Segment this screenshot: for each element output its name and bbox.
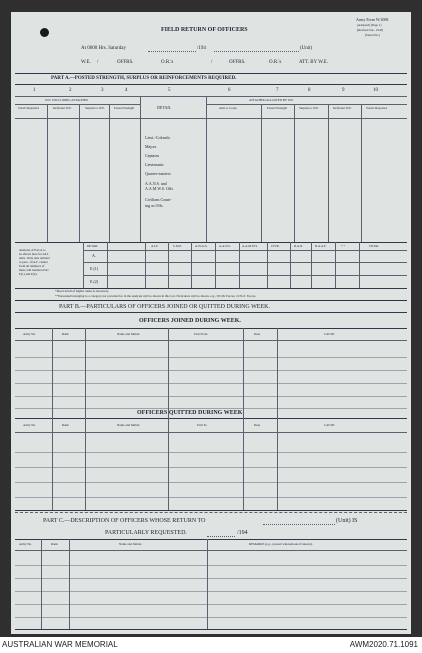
sum-head-other: * * (341, 244, 345, 248)
joined-head-date: Date (254, 332, 261, 336)
quitted-head-army-no: Army No. (23, 423, 36, 427)
sum-row-e2: E.(2) (90, 279, 99, 284)
head-surplus: Surplus to W.E. (85, 106, 106, 110)
sum-row-a: A. (92, 253, 96, 258)
detail-heading: DETAIL (157, 105, 172, 110)
form-adapted: (Adapted) (Page 1) (357, 23, 382, 27)
col-num-10: 10 (373, 88, 378, 93)
rank-aamws: A.A.M.W.S. Offs (145, 186, 174, 191)
part-c-head-rank: Rank (51, 542, 58, 546)
rank-aans: A.A.N.S. and (145, 181, 167, 186)
part-c-head-name: Name and Initials (119, 542, 142, 546)
offrs2-label: OFFRS. (229, 60, 246, 65)
col-num-8: 8 (308, 88, 311, 93)
joined-head-cause: CAUSE (324, 332, 335, 336)
quitted-head-date: Date (254, 423, 261, 427)
head-totals-right: Total's Required (366, 106, 387, 110)
col-num-2: 2 (69, 88, 72, 93)
form-serial: (Serial No.) (365, 33, 381, 37)
form-number: Army Form W.3008 (356, 17, 389, 22)
note-2: **Personnel belonging to a category not provided for in the analysis will be shown in this Col. Particulars will be shown, e.g., 30 UK Forces; 10 N.Z. Forces. (55, 294, 257, 298)
part-b-title: PART B.—PARTICULARS OF OFFICERS JOINED OR QUITTED DURING WEEK. (59, 304, 270, 310)
footer-accession: AWM2020.71.1091 (349, 640, 418, 649)
sum-head-civil: CIVIL (271, 244, 280, 248)
sum-head-aans: A.A.N.S. (219, 244, 231, 248)
sum-head-cmf: C.M.F. (173, 244, 182, 248)
sum-head-ran: R.A.N. (294, 244, 304, 248)
quitted-head-rank: Rank (62, 423, 69, 427)
head-totals-required: Total's Required (18, 106, 39, 110)
col-num-1: 1 (33, 88, 36, 93)
sum-head-awas: A.W.A.S. (195, 244, 208, 248)
punch-hole (40, 28, 49, 37)
we-label: W.E. (81, 60, 91, 65)
quitted-head-cause: CAUSE (324, 423, 335, 427)
head-deficient: Deficient W.E. (53, 106, 72, 110)
part-c-unit-is: (Unit) IS (336, 518, 358, 524)
part-c-head-remarks: REMARKS (e.g., present whereabouts if known). (249, 542, 313, 546)
att-by-label: ATT. BY W.E. (299, 60, 329, 65)
col-num-9: 9 (342, 88, 345, 93)
ors2-label: O.R.'s (269, 60, 282, 65)
footer-institution: AUSTRALIAN WAR MEMORIAL (2, 640, 118, 649)
head-posted-right: Posted Strength (267, 106, 288, 110)
col-num-6: 6 (228, 88, 231, 93)
form-revised: (Revised Jan., 1943) (357, 28, 384, 32)
part-c-title: PART C.—DESCRIPTION OF OFFICERS WHOSE RETURN TO (43, 518, 206, 524)
quitted-title: OFFICERS QUITTED DURING WEEK (137, 410, 243, 416)
attached-allowed-heading: ATTACHED ALLOWED BY W.E. (249, 98, 295, 102)
sum-row-e1: E.(1) (90, 266, 99, 271)
joined-head-rank: Rank (62, 332, 69, 336)
archive-footer (0, 637, 422, 653)
rank-majors: Majors (145, 144, 157, 149)
at-hours-label: At 0600 Hrs. Saturday (81, 46, 126, 51)
part-c-head-army-no: Army No. (19, 542, 32, 546)
rank-civilians: Civilians Count- (145, 197, 172, 202)
form-paper: FIELD RETURN OF OFFICERS Army Form W.3008 (Adapted) (Page 1) (Revised Jan., 1943) (Serial No.) At 0600 Hrs. Saturday /194 (Unit) W.E. / OFFRS. O.R.'s / OFFRS. O.R.'s ATT. BY W.E. PART A.—POSTED STRENGTH, SURPLUS OR REINFORCEMENTS REQUIRED. 1 2 3 4 5 6 7 8 9 10 W.E. EXCLUDING ATTACHED DETAIL ATTACHED ALLOWED BY W.E. Total's Required Deficient W.E. Surplus to W.E. Posted Strength Arm or Corps Posted Strength Surplus to W.E. Deficient W.E. Total's Required Lieut.-Colonels Majors Captains Lieutenants Quarter-masters A.A.N.S. and A.A.M.W.S. Offs Civilians Count- ing as Offs. Analysis of Part A to be shown here for ALL units. Only ams omitted to pass. 10 A.F. cannot form all numbers of these will mention Part E(1) and E(2). DETAIL A.I.F. C.M.F. A.W.A.S. A.A.N.S. A.A.M.W.S. CIVIL R.A.N. R.A.A.F. * * TOTAL A. E.(1) E.(2) *Insert detail of higher ranks as necessary. **Personnel belonging to a category not provided for in the analysis will be shown in this Col. Particulars will be shown, e.g., 30 UK Forces; 10 N.Z. Forces. PART B.—PARTICULARS OF OFFICERS JOINED OR QUITTED DURING WEEK. OFFICERS JOINED DURING WEEK. Army No. Rank Name and Initials Unit From Date CAUSE OFFICERS QUITTED DURING WEEK Army No. Rank Name and Initials Unit To Date CAUSE PART C.—DESCRIPTION OF OFFICERS WHOSE RETURN TO (Unit) IS PARTICULARLY REQUESTED. /194 Army No. Rank Name and Initials REMARKS (e.g., present whereabouts if known). (11, 12, 411, 634)
unit-label: (Unit) (300, 46, 313, 51)
rank-lieutenants: Lieutenants (145, 162, 164, 167)
rank-captains: Captains (145, 153, 159, 158)
analysis-note: Analysis of Part A to be shown here for ALL units. Only ams omitted to pass. 10 A.F. cannot form all numbers of these will mention Part E(1) and E(2). (19, 248, 50, 276)
joined-head-army-no: Army No. (23, 332, 36, 336)
col-num-5: 5 (168, 88, 171, 93)
form-title: FIELD RETURN OF OFFICERS (161, 27, 248, 33)
ors-label: O.R.'s (161, 60, 174, 65)
summary-detail-head: DETAIL (87, 244, 99, 248)
date-blank (148, 51, 196, 52)
col-num-7: 7 (276, 88, 279, 93)
we-excluding-heading: W.E. EXCLUDING ATTACHED (45, 98, 88, 102)
joined-title: OFFICERS JOINED DURING WEEK. (139, 318, 241, 324)
part-a-title: PART A.—POSTED STRENGTH, SURPLUS OR REINFORCEMENTS REQUIRED. (51, 76, 237, 81)
note-1: *Insert detail of higher ranks as necessary. (55, 289, 110, 293)
col-num-3: 3 (101, 88, 104, 93)
part-c-requested: PARTICULARLY REQUESTED. (105, 530, 187, 536)
joined-head-unit-from: Unit From (194, 332, 208, 336)
sum-head-aif: A.I.F. (151, 244, 159, 248)
quitted-head-name: Name and Initials (117, 423, 140, 427)
part-c-year: /194 (237, 530, 248, 536)
unit-blank (214, 51, 299, 52)
sum-head-total: TOTAL (369, 244, 380, 248)
offrs-label: OFFRS. (117, 60, 134, 65)
head-surplus-right: Surplus to W.E. (299, 106, 320, 110)
quitted-head-unit-to: Unit To (197, 423, 207, 427)
rank-civilians-2: ing as Offs. (145, 203, 164, 208)
head-arm-corps: Arm or Corps (219, 106, 237, 110)
head-posted: Posted Strength (114, 106, 135, 110)
col-num-4: 4 (125, 88, 128, 93)
rank-lt-col: Lieut.-Colonels (145, 135, 170, 140)
head-deficient-right: Deficient W.E. (333, 106, 352, 110)
joined-head-name: Name and Initials (117, 332, 140, 336)
rank-qm: Quarter-masters (145, 171, 171, 176)
sum-head-raaf: R.A.A.F. (315, 244, 327, 248)
sum-head-aamws: A.A.M.W.S. (242, 244, 258, 248)
at-year: /194 (197, 46, 206, 51)
